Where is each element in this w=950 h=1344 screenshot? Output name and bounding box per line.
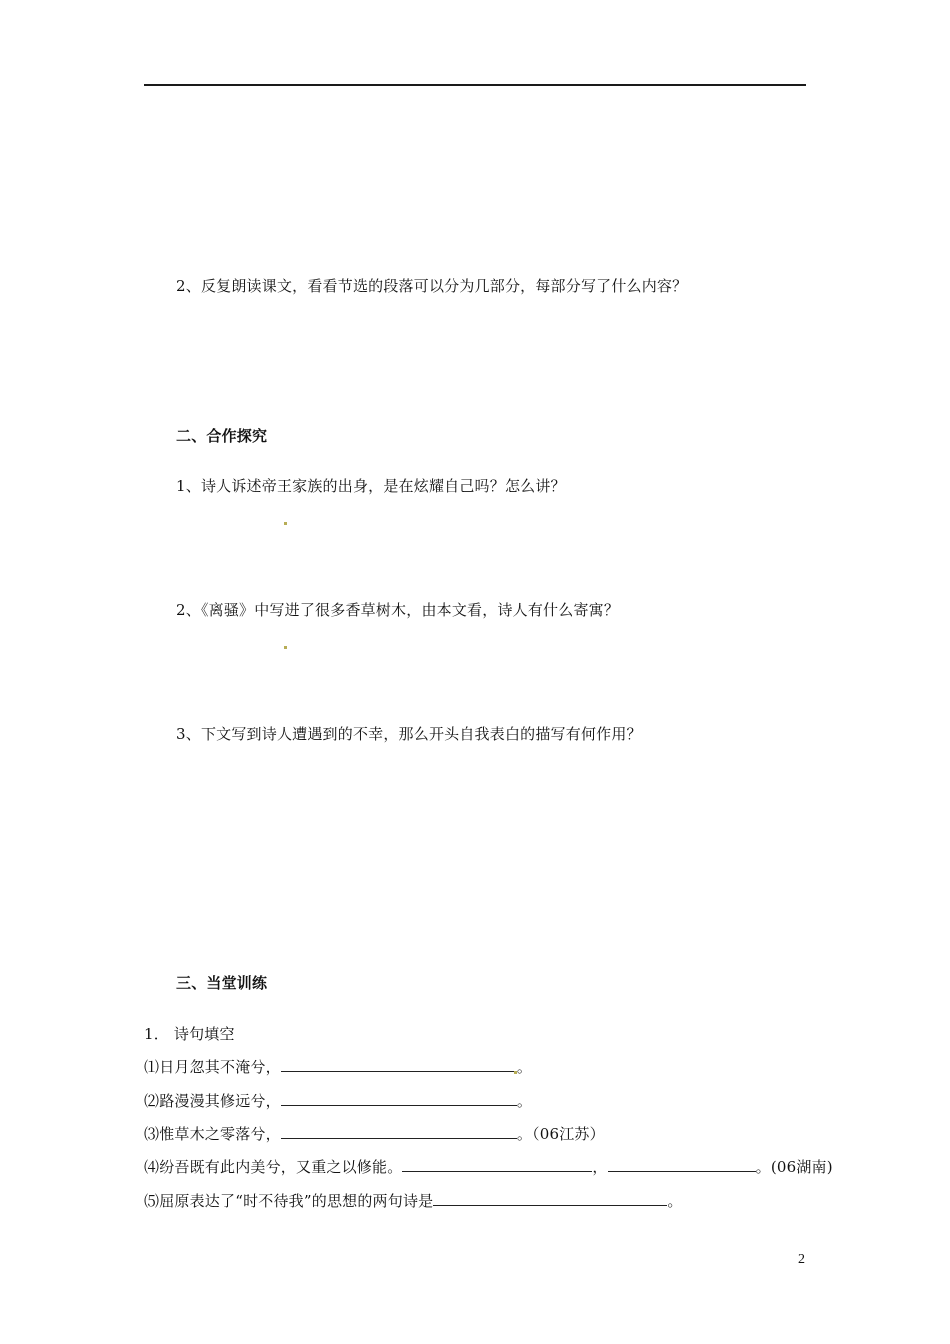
header-rule bbox=[144, 84, 806, 86]
section-title-practice: 三、当堂训练 bbox=[176, 974, 268, 992]
decorative-dot bbox=[284, 646, 287, 649]
fill-item-4-text: ⑷纷吾既有此内美兮，又重之以修能。 bbox=[144, 1158, 403, 1176]
answer-blank[interactable] bbox=[608, 1157, 756, 1172]
fill-item-3 bbox=[144, 1124, 605, 1144]
question-explore-2: 2、《离骚》中写进了很多香草树木，由本文看，诗人有什么寄寓？ bbox=[176, 601, 620, 619]
period: 。 bbox=[516, 1058, 533, 1076]
period: 。 bbox=[516, 1092, 533, 1110]
decorative-dot bbox=[514, 1071, 517, 1074]
comma: ， bbox=[592, 1158, 608, 1176]
source-note: （06江苏） bbox=[532, 1125, 605, 1143]
period: 。 bbox=[667, 1192, 683, 1210]
answer-blank[interactable] bbox=[281, 1091, 517, 1106]
fill-item-5 bbox=[144, 1191, 683, 1211]
page-number: 2 bbox=[798, 1252, 805, 1267]
question-explore-3: 3、下文写到诗人遭遇到的不幸，那么开头自我表白的描写有何作用？ bbox=[176, 725, 642, 743]
source-note: (06湖南) bbox=[770, 1158, 833, 1176]
fill-item-4 bbox=[144, 1157, 833, 1177]
period: 。 bbox=[516, 1125, 533, 1143]
fill-item-2 bbox=[144, 1091, 532, 1111]
answer-blank[interactable] bbox=[433, 1191, 667, 1206]
fill-item-1 bbox=[144, 1057, 532, 1077]
question-read-2: 2、反复朗读课文，看看节选的段落可以分为几部分，每部分写了什么内容？ bbox=[176, 277, 688, 295]
answer-blank[interactable] bbox=[281, 1124, 517, 1139]
fill-item-5-text: ⑸屈原表达了“时不待我”的思想的两句诗是 bbox=[144, 1192, 434, 1210]
answer-blank[interactable] bbox=[402, 1157, 592, 1172]
answer-blank[interactable] bbox=[281, 1057, 517, 1072]
section-title-cooperative: 二、合作探究 bbox=[176, 427, 268, 445]
subheading-fill-blank: 1． 诗句填空 bbox=[144, 1025, 235, 1043]
question-explore-1: 1、诗人诉述帝王家族的出身，是在炫耀自己吗？怎么讲？ bbox=[176, 477, 566, 495]
fill-item-1-text: ⑴日月忽其不淹兮， bbox=[144, 1058, 281, 1076]
fill-item-3-text: ⑶惟草木之零落兮， bbox=[144, 1125, 281, 1143]
fill-item-2-text: ⑵路漫漫其修远兮， bbox=[144, 1092, 281, 1110]
decorative-dot bbox=[284, 522, 287, 525]
period: 。 bbox=[755, 1158, 771, 1176]
